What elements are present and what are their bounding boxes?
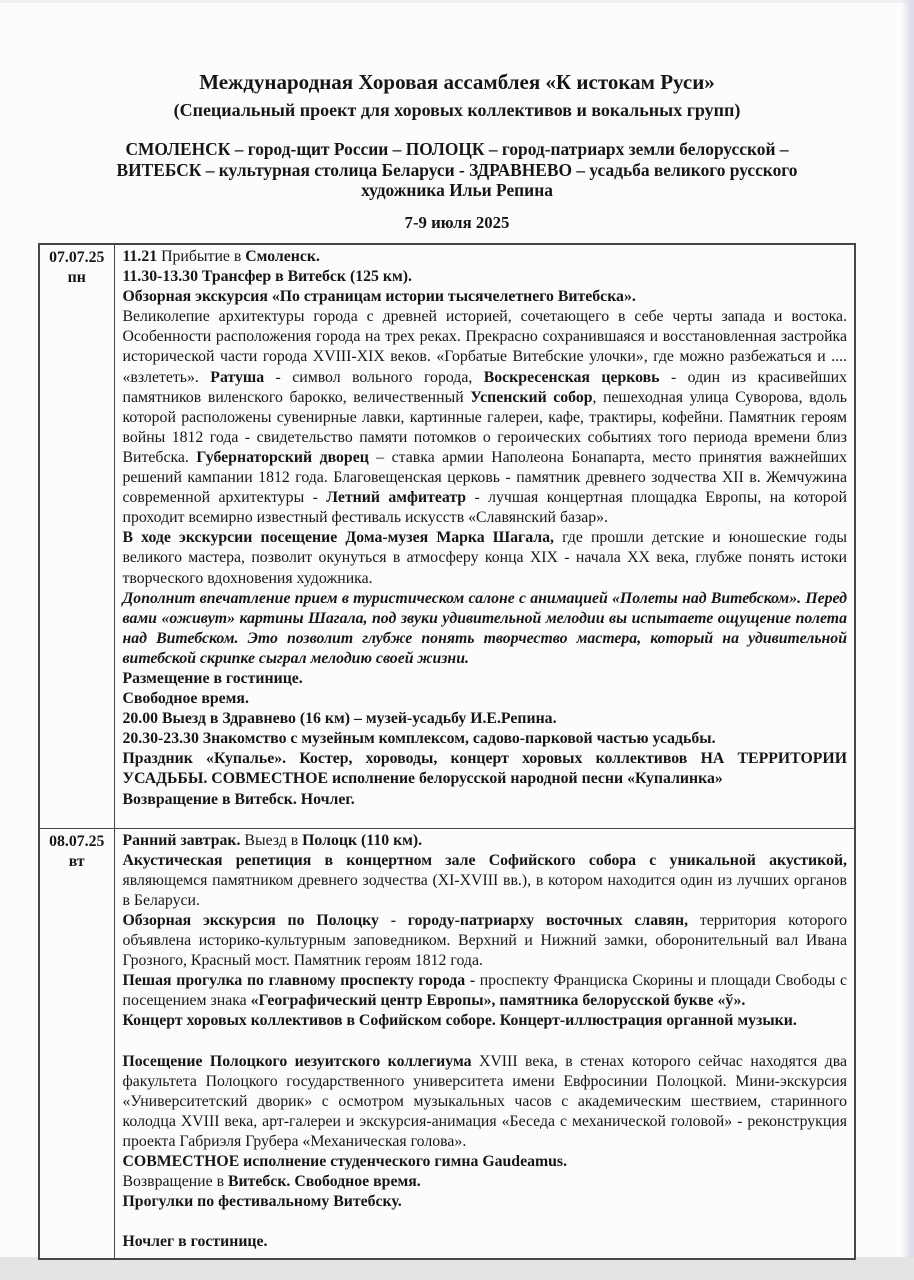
text-segment: Полоцк (110 км). bbox=[302, 831, 423, 849]
text-segment: Акустическая репетиция в концертном зале Софийского собора с уникальной акустикой, bbox=[122, 851, 847, 869]
date-label: 07.07.25 bbox=[49, 249, 105, 266]
text-segment: Обзорная экскурсия «По страницам истории тысячелетнего Витебска». bbox=[122, 288, 636, 306]
text-segment: - символ вольного города, bbox=[264, 368, 484, 386]
program-paragraph bbox=[123, 1152, 848, 1172]
program-paragraph bbox=[123, 1011, 848, 1031]
weekday-label: вт bbox=[68, 852, 85, 870]
text-segment: XVIII века, в стенах которого сейчас находятся два факультета Полоцкого государственного университета имени Евфросинии Полоцкой. Мини-экскурсия «Университетский дворик» с осмотром музыкальных часов с академическим шествием, старинного колодца XVIII века, арт-галереи и экскурсия-анимация «Беседа с механической головой» - реконструкция проекта Габриэля Грубера «Механическая голова». bbox=[122, 1052, 847, 1150]
text-segment: Прибытие в bbox=[161, 248, 246, 265]
program-paragraph bbox=[123, 851, 848, 911]
date-cell bbox=[39, 828, 114, 1259]
text-segment: Ранний завтрак. bbox=[122, 831, 241, 849]
text-segment: Возвращение в Витебск. Ночлег. bbox=[122, 790, 355, 808]
date-cell bbox=[39, 244, 114, 828]
program-paragraph bbox=[123, 287, 848, 307]
text-segment: Возвращение в bbox=[122, 1173, 228, 1191]
program-paragraph bbox=[123, 247, 848, 267]
text-segment: Успенский собор bbox=[470, 388, 593, 406]
weekday-label: пн bbox=[67, 269, 86, 287]
event-dates: 7-9 июля 2025 bbox=[404, 212, 510, 232]
text-segment: - один из красивейших памятников виленского барокко, величественный bbox=[122, 368, 847, 406]
program-paragraph bbox=[123, 307, 848, 528]
program-paragraph bbox=[123, 589, 848, 669]
schedule-table-body bbox=[39, 244, 855, 1259]
program-paragraph bbox=[123, 1172, 848, 1192]
text-segment: Летний амфитеатр bbox=[326, 489, 467, 507]
schedule-table bbox=[38, 243, 856, 1260]
program-paragraph bbox=[123, 689, 848, 709]
text-segment: «Географический центр Европы», памятника белорусской букве «ў». bbox=[250, 992, 746, 1010]
program-paragraph bbox=[123, 790, 848, 810]
blank-line bbox=[123, 1212, 848, 1232]
program-paragraph bbox=[123, 971, 848, 1011]
text-segment: Ратуша bbox=[210, 368, 265, 386]
text-segment: Прогулки по фестивальному Витебску. bbox=[122, 1193, 402, 1211]
text-segment: Размещение в гостинице. bbox=[122, 669, 303, 687]
date-label: 08.07.25 bbox=[49, 832, 105, 850]
text-segment: территория которого объявлена историко-культурным заповедником. Верхний и Нижний замки, оборонительный вал Ивана Грозного, Красный мост. Памятник героям 1812 года. bbox=[122, 911, 848, 970]
text-segment: где прошли детские и юношеские годы великого мастера, позволит окунуться в атмосферу конца XIX - начала XX века, глубже понять истоки творческого вдохновения художника. bbox=[122, 529, 847, 587]
text-segment: В ходе экскурсии посещение Дома-музея Марка Шагала, bbox=[122, 529, 554, 547]
route-line: СМОЛЕНСК – город-щит России – ПОЛОЦК – город-патриарх земли белорусской – bbox=[125, 139, 789, 159]
program-paragraph bbox=[123, 669, 848, 689]
document-header bbox=[0, 0, 914, 233]
text-segment: Обзорная экскурсия по Полоцку - городу-патриарху восточных славян, bbox=[122, 911, 689, 929]
schedule-row bbox=[39, 244, 855, 828]
text-segment: Ночлег в гостинице. bbox=[122, 1233, 268, 1251]
text-segment: Свободное время. bbox=[122, 690, 249, 708]
route-description bbox=[0, 139, 914, 201]
text-segment: – ставка армии Наполеона Бонапарта, место принятия важнейших решений кампании 1812 года. Благовещенская церковь - памятник древнего зодчества XII в. Жемчужина современной архитектуры - bbox=[122, 448, 847, 507]
route-line: художника Ильи Репина bbox=[361, 180, 553, 200]
text-segment: являющемся памятником древнего зодчества (XI-XVIII вв.), в котором находится один из лучших органов в Беларуси. bbox=[122, 871, 847, 909]
text-segment: Пешая прогулка по главному проспекту города - bbox=[122, 972, 476, 990]
blank-line bbox=[123, 1031, 848, 1051]
route-line: ВИТЕБСК – культурная столица Беларуси - ЗДРАВНЕВО – усадьба великого русского bbox=[116, 159, 798, 180]
text-segment: Концерт хоровых коллективов в Софийском соборе. Концерт-иллюстрация органной музыки. bbox=[122, 1012, 797, 1030]
text-segment: Выезд в bbox=[240, 831, 303, 849]
text-segment: 11.21 bbox=[122, 248, 162, 265]
text-segment: , пешеходная улица Суворова, вдоль которой расположены сувенирные лавки, картинные галереи, кафе, трактиры, кофейни. Памятник героям войны 1812 года - свидетельство памяти потомков о героических событиях того периода времени близ Витебска. bbox=[122, 388, 847, 466]
program-paragraph bbox=[123, 729, 848, 749]
text-segment: - лучшая концертная площадка Европы, на которой проходит всемирно известный фестиваль искусств «Славянский базар». bbox=[122, 489, 847, 527]
program-paragraph bbox=[123, 1192, 848, 1212]
text-segment: Губернаторский дворец bbox=[196, 448, 369, 466]
text-segment: Дополнит впечатление прием в туристическом салоне с анимацией «Полеты над Витебском». Перед вами «оживут» картины Шагала, под звуки удивительной мелодии вы испытаете ощущение полета над Витебском. Это позволит глубже понять творчество мастера, который на удивительной витебской скрипке сыграл мелодию своей жизни. bbox=[122, 589, 847, 667]
document-title: Международная Хоровая ассамблея «К истокам Руси» bbox=[199, 70, 715, 94]
text-segment: Воскресенская церковь bbox=[483, 368, 660, 386]
text-segment: 20.00 Выезд в Здравнево (16 км) – музей-усадьбу И.Е.Репина. bbox=[122, 710, 557, 728]
schedule-row bbox=[39, 828, 855, 1259]
text-segment: 11.30-13.30 Трансфер в Витебск (125 км). bbox=[122, 268, 412, 286]
program-paragraph bbox=[123, 528, 848, 588]
program-paragraph bbox=[123, 1052, 848, 1152]
program-paragraph bbox=[123, 709, 848, 729]
program-paragraph bbox=[123, 831, 848, 851]
text-segment: СОВМЕСТНОЕ исполнение студенческого гимна Gaudeamus. bbox=[122, 1153, 568, 1170]
text-segment: Праздник «Купалье». Костер, хороводы, концерт хоровых коллективов НА ТЕРРИТОРИИ УСАДЬБЫ. СОВМЕСТНОЕ исполнение белорусской народной песни «Купалинка» bbox=[122, 750, 847, 788]
text-segment: Посещение Полоцкого иезуитского коллегиума bbox=[122, 1052, 472, 1070]
text-segment: Смоленск. bbox=[245, 248, 320, 265]
document-subtitle: (Специальный проект для хоровых коллективов и вокальных групп) bbox=[173, 100, 741, 120]
text-segment: Великолепие архитектуры города с древней историей, сочетающего в себе черты запада и востока. Особенности расположения города на трех реках. Прекрасно сохранившаяся и восстановленная застройка исторической части города XVIII-XIX веков. «Горбатые Витебские улочки», где можно разбежаться и .... «взлететь». bbox=[122, 308, 847, 386]
text-segment: 20.30-23.30 Знакомство с музейным комплексом, садово-парковой частью усадьбы. bbox=[122, 730, 716, 748]
program-paragraph bbox=[123, 1232, 848, 1252]
program-paragraph bbox=[123, 911, 848, 971]
program-cell bbox=[114, 828, 855, 1259]
text-segment: Витебск. Свободное время. bbox=[228, 1173, 421, 1191]
program-paragraph bbox=[123, 749, 848, 789]
program-paragraph bbox=[123, 267, 848, 287]
text-segment: проспекту Франциска Скорины и площади Свободы с посещением знака bbox=[122, 972, 847, 1010]
program-cell bbox=[114, 244, 855, 828]
